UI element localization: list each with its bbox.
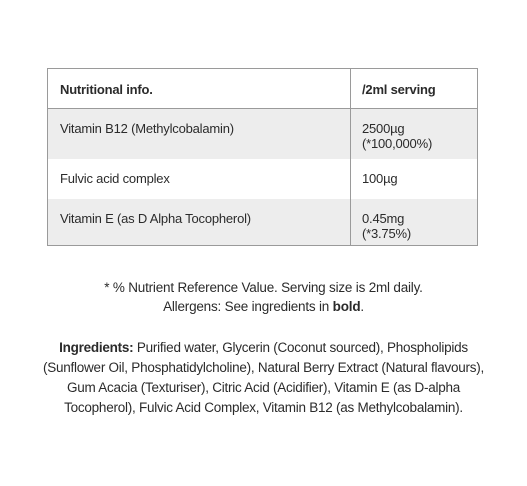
nrv-value: (*100,000%): [362, 136, 433, 151]
nutrient-amount: [362, 171, 472, 186]
nutrient-name: Vitamin B12 (Methylcobalamin): [60, 121, 234, 136]
nrv-footnote: * % Nutrient Reference Value. Serving size is 2ml daily.: [104, 280, 423, 295]
header-serving: /2ml serving: [362, 82, 436, 97]
nutrient-amount: [362, 211, 472, 241]
allergens-bold: bold: [332, 299, 361, 314]
ingredients-label: Ingredients:: [59, 340, 134, 355]
allergens-note: [0, 297, 527, 316]
allergens-suffix: .: [360, 299, 364, 314]
table-row: [48, 109, 477, 159]
nutrition-table: [47, 68, 478, 246]
column-divider: [350, 69, 351, 245]
ingredients-paragraph: [30, 338, 497, 418]
nutrient-name: Fulvic acid complex: [60, 171, 170, 186]
nrv-value: (*3.75%): [362, 226, 411, 241]
table-header-row: [48, 69, 477, 109]
header-nutrient: Nutritional info.: [60, 82, 153, 97]
ingredients-text: Purified water, Glycerin (Coconut sourced), Phospholipids (Sunflower Oil, Phosphatidylcholine), Natural Berry Extract (Natural flavours), Gum Acacia (Texturiser), Citric Acid (Acidifier), Vitamin E (as D-alpha Tocopherol), Fulvic Acid Complex, Vitamin B12 (as Methylcobalamin).: [43, 340, 484, 415]
amount-value: 2500µg: [362, 121, 405, 136]
allergens-prefix: Allergens: See ingredients in: [163, 299, 333, 314]
amount-value: 100µg: [362, 171, 398, 186]
table-row: [48, 159, 477, 199]
amount-value: 0.45mg: [362, 211, 405, 226]
nutrient-amount: [362, 121, 472, 151]
table-row: [48, 199, 477, 245]
nutrient-name: Vitamin E (as D Alpha Tocopherol): [60, 211, 251, 226]
